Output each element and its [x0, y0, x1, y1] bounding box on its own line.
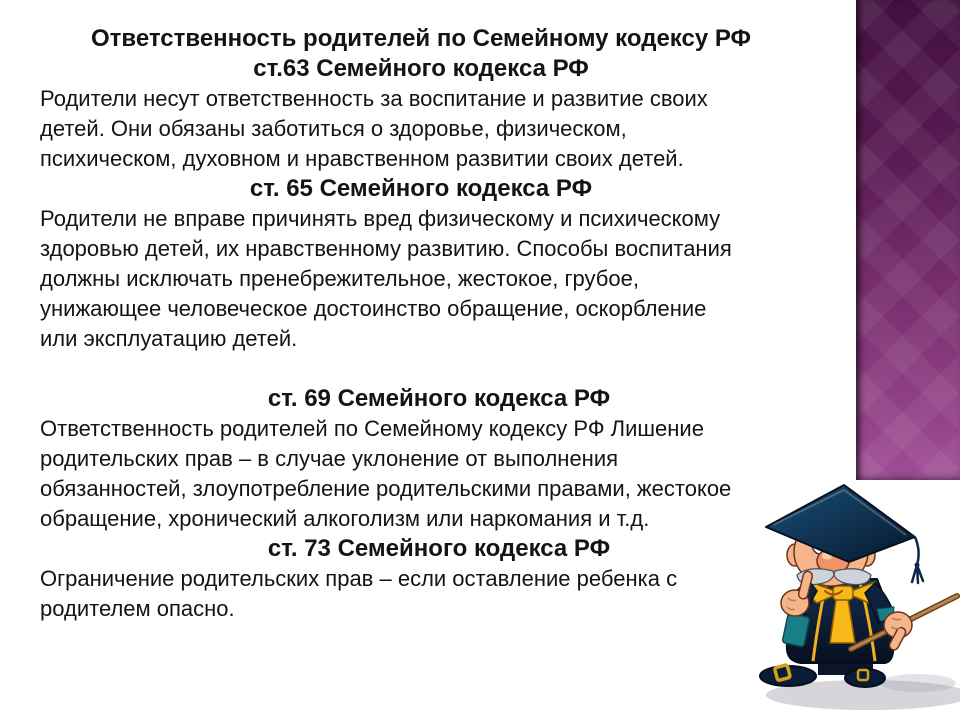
slide-text-block [40, 24, 802, 624]
article-73-heading: ст. 73 Семейного кодекса РФ [267, 535, 611, 562]
text-line: Родители несут ответственность за воспитание и развитие своих [40, 86, 708, 111]
text-line: здоровью детей, их нравственному развитию. Способы воспитания [40, 236, 732, 261]
text-line: родительских прав – в случае уклонение от выполнения [40, 446, 619, 471]
text-line: детей. Они обязаны заботиться о здоровье, физическом, [40, 116, 627, 141]
article-69-heading: ст. 69 Семейного кодекса РФ [267, 385, 611, 412]
text-line: родителем опасно. [40, 596, 235, 621]
tassel [912, 537, 923, 583]
text-line: или эксплуатацию детей. [40, 326, 298, 351]
text-line: Родители не вправе причинять вред физическому и психическому [40, 206, 721, 231]
decorative-side-band [856, 0, 960, 480]
professor-illustration [743, 465, 960, 720]
article-65-heading: ст. 65 Семейного кодекса РФ [249, 175, 593, 202]
blank-line [40, 354, 802, 384]
text-line: Ограничение родительских прав – если оставление ребенка с [40, 566, 678, 591]
article-63-heading: ст.63 Семейного кодекса РФ [253, 55, 589, 82]
text-line: унижающее человеческое достоинство обращение, оскорбление [40, 296, 707, 321]
text-line: обращение, хронический алкоголизм или наркомания и т.д. [40, 506, 650, 531]
text-line: должны исключать пренебрежительное, жестокое, грубое, [40, 266, 639, 291]
text-line: Ответственность родителей по Семейному кодексу РФ Лишение [40, 416, 704, 441]
slide-title: Ответственность родителей по Семейному кодексу РФ [90, 25, 752, 52]
text-line: психическом, духовном и нравственном развитии своих детей. [40, 146, 684, 171]
text-line: обязанностей, злоупотребление родительскими правами, жестокое [40, 476, 732, 501]
